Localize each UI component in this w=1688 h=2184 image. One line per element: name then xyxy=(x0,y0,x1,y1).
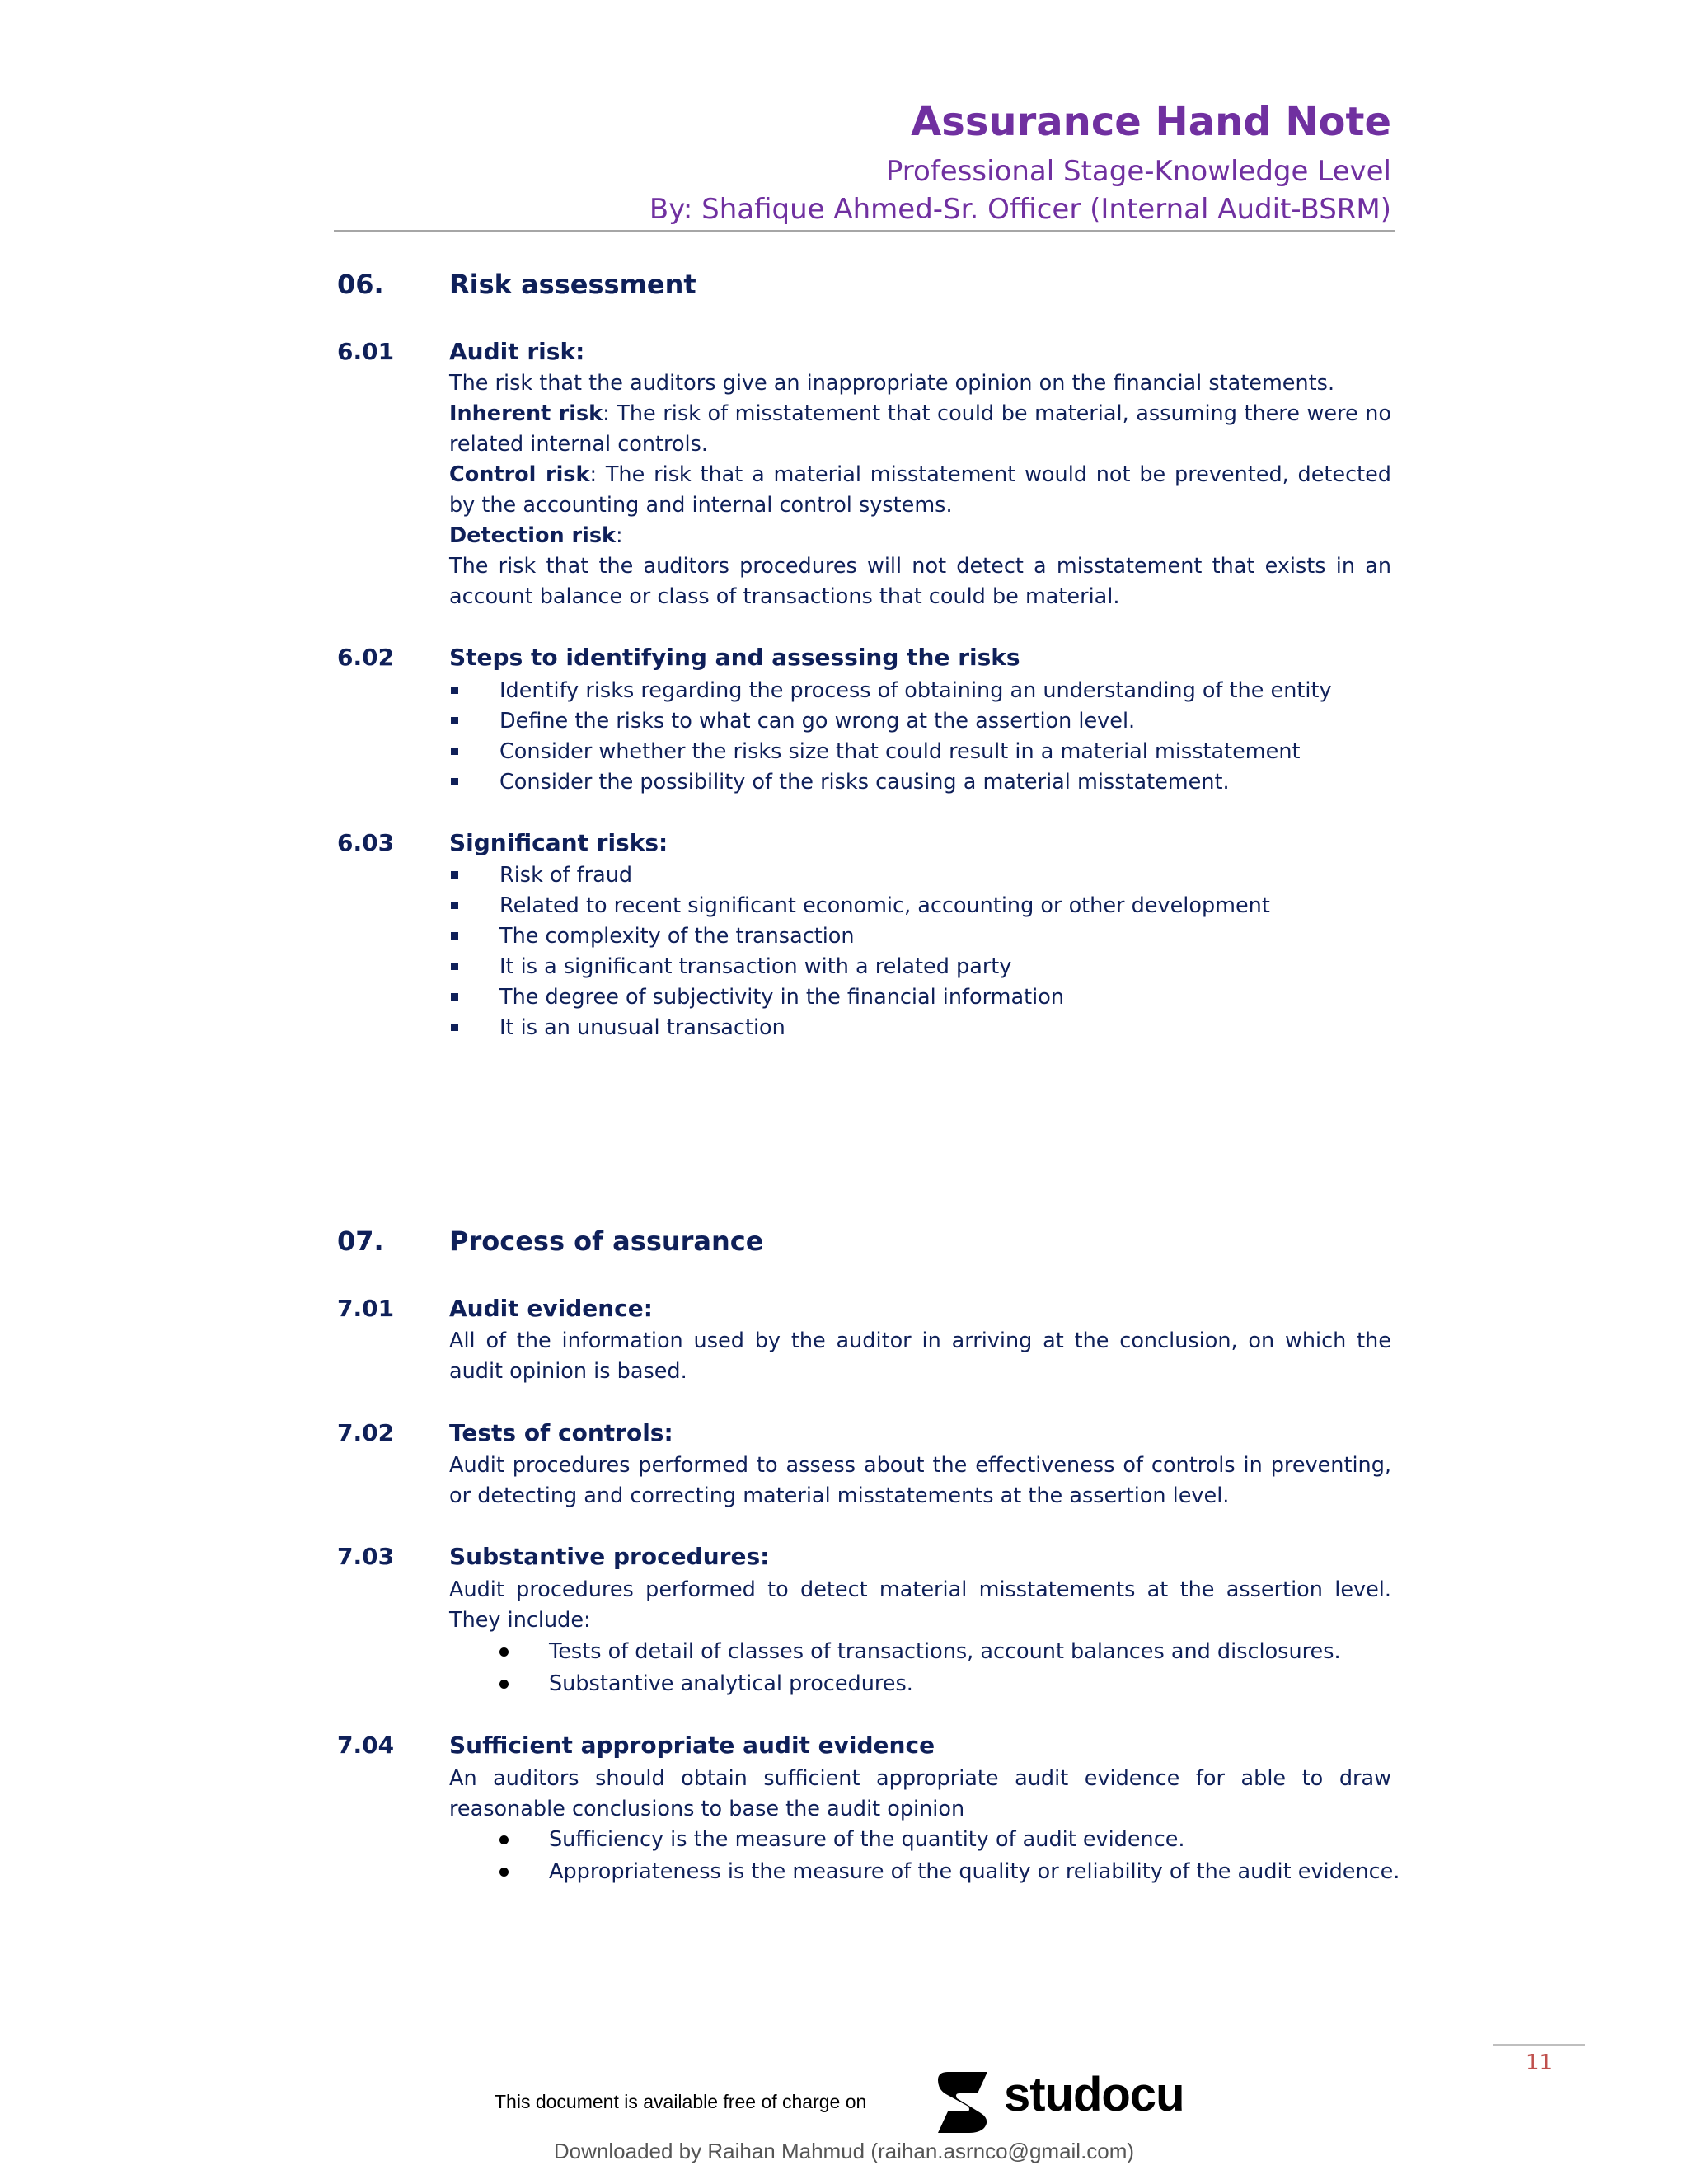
list-item: The degree of subjectivity in the financial information xyxy=(449,982,1270,1013)
inherent-risk-text: : The risk of misstatement that could be material, assuming there were no related internal controls. xyxy=(449,401,1391,457)
subsection-number: 7.03 xyxy=(337,1543,395,1570)
subsection-number: 6.01 xyxy=(337,338,395,365)
page-number: 11 xyxy=(1525,2050,1554,2075)
list-item: Risk of fraud xyxy=(449,860,1270,891)
detection-risk-label: Detection risk xyxy=(449,523,616,548)
paragraph: Audit procedures performed to assess about the effectiveness of controls in preventing, or detecting and correcting material misstatements at the assertion level. xyxy=(449,1453,1391,1508)
paragraph: All of the information used by the auditor in arriving at the conclusion, on which the audit opinion is based. xyxy=(449,1329,1391,1384)
download-notice: Downloaded by Raihan Mahmud (raihan.asrnco@gmail.com) xyxy=(553,2139,1135,2163)
list-item: Define the risks to what can go wrong at the assertion level. xyxy=(449,706,1332,737)
paragraph: An auditors should obtain sufficient appropriate audit evidence for able to draw reasonable conclusions to base the audit opinion xyxy=(449,1766,1391,1821)
control-risk-definition xyxy=(449,460,1391,521)
subsection-title: Significant risks: xyxy=(449,829,668,856)
audit-risk-definition: The risk that the auditors give an inappropriate opinion on the financial statements. xyxy=(449,371,1335,396)
audit-evidence-list xyxy=(449,1824,1400,1888)
list-item: Consider whether the risks size that could result in a material misstatement xyxy=(449,737,1332,767)
inherent-risk-definition xyxy=(449,399,1391,460)
list-item: Substantive analytical procedures. xyxy=(449,1668,1341,1700)
section-number: 07. xyxy=(337,1226,384,1257)
document-author: By: Shafique Ahmed-Sr. Officer (Internal Audit-BSRM) xyxy=(649,193,1391,226)
availability-notice: This document is available free of charge on xyxy=(495,2091,867,2112)
subsection-number: 7.04 xyxy=(337,1732,395,1759)
paragraph: Audit procedures performed to detect material misstatements at the assertion level. They include: xyxy=(449,1577,1391,1633)
list-item: It is an unusual transaction xyxy=(449,1013,1270,1043)
subsection-title: Audit evidence: xyxy=(449,1295,653,1322)
header-divider xyxy=(334,230,1395,232)
section-title: Process of assurance xyxy=(449,1226,764,1257)
subsection-number: 7.02 xyxy=(337,1419,395,1446)
subsection-title: Sufficient appropriate audit evidence xyxy=(449,1732,935,1759)
list-item: Appropriateness is the measure of the quality or reliability of the audit evidence. xyxy=(449,1856,1400,1888)
detection-risk-heading xyxy=(449,521,1391,551)
list-item: Related to recent significant economic, accounting or other development xyxy=(449,891,1270,921)
subsection-title: Tests of controls: xyxy=(449,1419,673,1446)
page-number-divider xyxy=(1493,2044,1585,2046)
list-item: The complexity of the transaction xyxy=(449,921,1270,952)
subsection-number: 7.01 xyxy=(337,1295,395,1322)
audit-risk-definitions xyxy=(449,368,1391,612)
inherent-risk-label: Inherent risk xyxy=(449,401,603,426)
control-risk-text: : The risk that a material misstatement would not be prevented, detected by the accounting and internal control systems. xyxy=(449,462,1391,518)
subsection-number: 6.02 xyxy=(337,644,395,671)
list-item: Tests of detail of classes of transactions, account balances and disclosures. xyxy=(449,1636,1341,1668)
section-title: Risk assessment xyxy=(449,269,696,300)
list-item: It is a significant transaction with a related party xyxy=(449,952,1270,982)
subsection-title: Audit risk: xyxy=(449,338,585,365)
list-item: Sufficiency is the measure of the quantity of audit evidence. xyxy=(449,1824,1400,1856)
risk-steps-list xyxy=(449,676,1332,798)
document-subtitle: Professional Stage-Knowledge Level xyxy=(885,155,1391,188)
subsection-title: Substantive procedures: xyxy=(449,1543,770,1570)
control-risk-label: Control risk xyxy=(449,462,590,487)
document-title: Assurance Hand Note xyxy=(911,99,1391,145)
detection-risk-text: The risk that the auditors procedures will not detect a misstatement that exists in an account balance or class of transactions that could be material. xyxy=(449,554,1391,609)
list-item: Identify risks regarding the process of obtaining an understanding of the entity xyxy=(449,676,1332,706)
detection-risk-colon: : xyxy=(616,523,623,548)
studocu-brand[interactable]: studocu xyxy=(1004,2068,1184,2121)
list-item: Consider the possibility of the risks causing a material misstatement. xyxy=(449,767,1332,798)
significant-risks-list xyxy=(449,860,1270,1043)
subsection-title: Steps to identifying and assessing the risks xyxy=(449,644,1020,671)
subsection-number: 6.03 xyxy=(337,829,395,856)
section-number: 06. xyxy=(337,269,384,300)
substantive-procedures-list xyxy=(449,1636,1341,1700)
